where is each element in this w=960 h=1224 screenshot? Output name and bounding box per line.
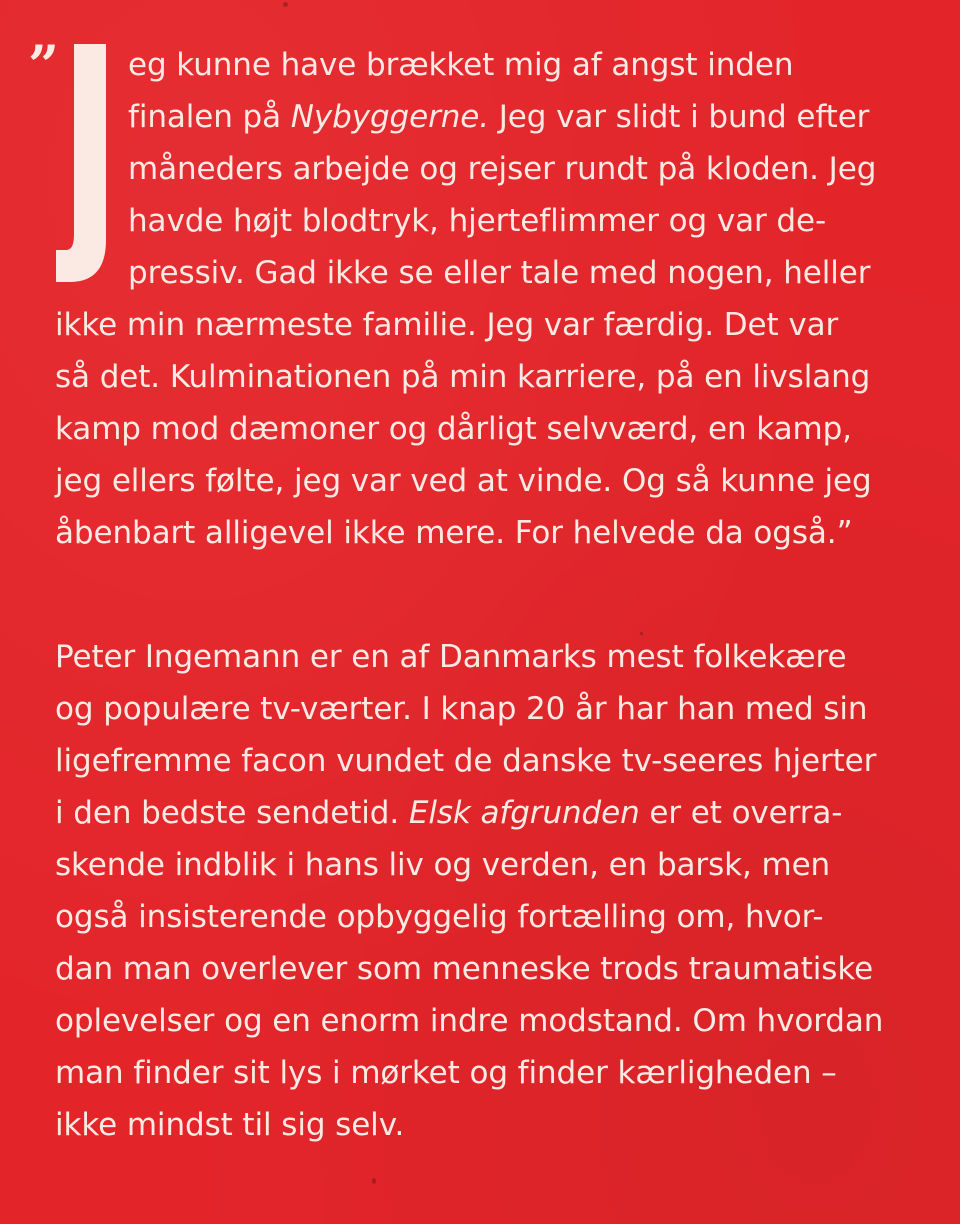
quote-line: jeg ellers følte, jeg var ved at vinde. Og så kunne jeg <box>55 463 872 499</box>
description-line: også insisterende opbyggelig fortælling om, hvor- <box>55 899 824 935</box>
description-line: ikke mindst til sig selv. <box>55 1107 405 1143</box>
quote-line: åbenbart alligevel ikke mere. For helvede da også.” <box>55 515 853 551</box>
description-line-text: er et overra- <box>639 795 843 831</box>
dropcap-letter-j <box>56 44 108 282</box>
book-title-nybyggerne: Nybyggerne. <box>290 99 490 135</box>
description-line: dan man overlever som menneske trods traumatiske <box>55 951 874 987</box>
surface-scuff <box>283 2 288 7</box>
quote-line: pressiv. Gad ikke se eller tale med nogen, heller <box>128 255 871 291</box>
description-line: Peter Ingemann er en af Danmarks mest folkekære <box>55 639 847 675</box>
quote-line: kamp mod dæmoner og dårligt selvværd, en kamp, <box>55 411 852 447</box>
description-line-text: i den bedste sendetid. <box>55 795 409 831</box>
quote-line: ikke min nærmeste familie. Jeg var færdig. Det var <box>55 307 839 343</box>
description-line <box>55 793 842 833</box>
quote-line <box>128 97 869 137</box>
quote-line: måneders arbejde og rejser rundt på kloden. Jeg <box>128 151 877 187</box>
quote-line-text: Jeg var slidt i bund efter <box>489 99 870 135</box>
book-title-elsk-afgrunden: Elsk afgrunden <box>408 795 640 831</box>
description-line: man finder sit lys i mørket og finder kærligheden – <box>55 1055 837 1091</box>
quote-line: så det. Kulminationen på min karriere, på en livslang <box>55 359 871 395</box>
description-line: ligefremme facon vundet de danske tv-seeres hjerter <box>55 743 877 779</box>
description-line: og populære tv-værter. I knap 20 år har han med sin <box>55 691 868 727</box>
quote-line: eg kunne have brækket mig af angst inden <box>128 47 794 83</box>
opening-quote-mark: ” <box>28 33 60 97</box>
surface-scuff <box>372 1178 376 1184</box>
description-line: skende indblik i hans liv og verden, en barsk, men <box>55 847 831 883</box>
surface-scuff <box>640 632 643 635</box>
quote-line: havde højt blodtryk, hjerteflimmer og var de- <box>128 203 827 239</box>
quote-line-text: finalen på <box>128 99 291 135</box>
description-line: oplevelser og en enorm indre modstand. Om hvordan <box>55 1003 884 1039</box>
